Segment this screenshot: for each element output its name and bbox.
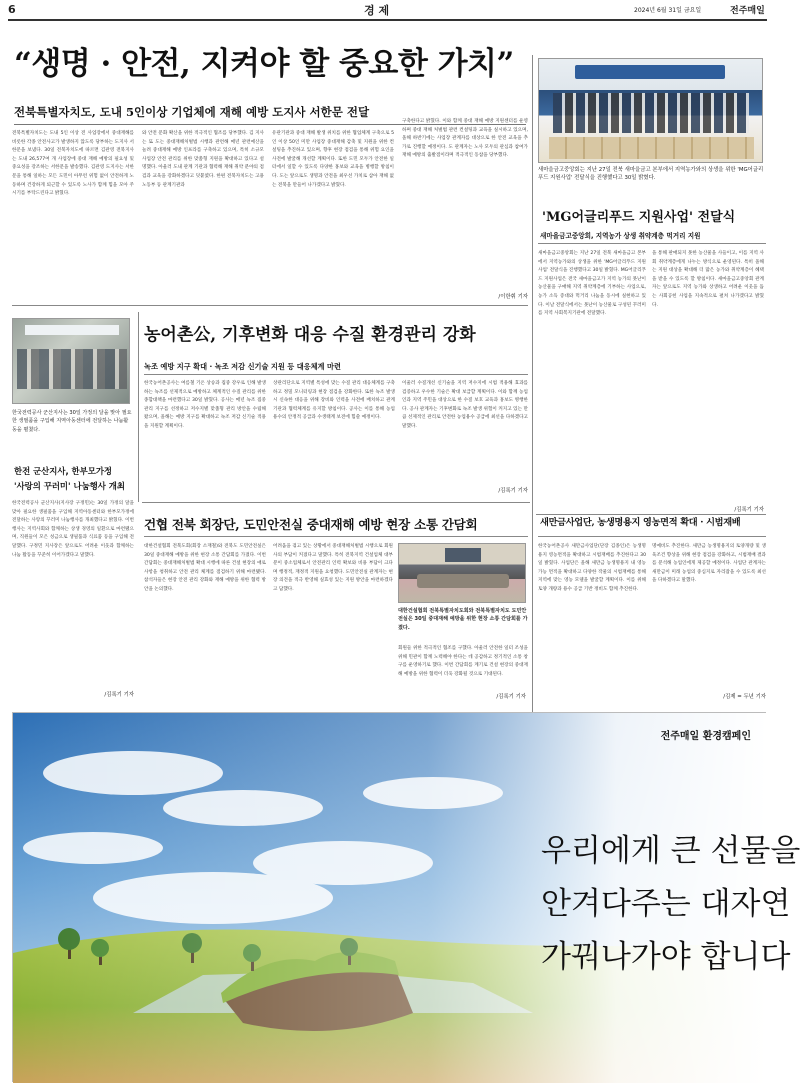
- article1-col3: 유관기관과 중대 재해 발생 위치를 위한 협업체계 구축으로 5인 이상 50인 미만 사업장 중대재해 감축 및 지원을 위한 컨설팅을 추진하고 있으며, 향후 현장 점검을 통해 위험 요인을 사전에 발굴해 개선할 계획이다. 또한 도민 모두가 안전한 일터에서 일할 수 있도록 다양한 홍보와 교육을 병행할 방침이다. 도는 앞으로도 생명과 안전을 최우선 가치로 삼아 재해 없는 전북을 만들어 나가겠다고 밝혔다.: [272, 131, 394, 188]
- mg-col1: 새마을금고중앙회는 지난 27일 전북 새마을금고 본부에서 지역농가와의 상생을 위한 'MG어글리푸드 지원사업' 전달식을 진행했다고 30일 밝혔다. MG어글리푸드 지원사업은 전국 새마을금고가 지역 농가의 못난이 농산물을 구매해 지역 취약계층에 기부하는 사업으로, 농가 소득 증대와 먹거리 나눔을 동시에 실현하고 있다. 이날 전달식에서는 못난이 농산물로 구성된 꾸러미를 지역 사회복지기관에 전달했다.: [538, 251, 646, 317]
- page-number: 6: [8, 3, 16, 16]
- mg-event-photo: [538, 58, 763, 163]
- cak-col3: 회원들 위한 적극적인 협조를 구했다. 아울러 안전한 일터 조성을 위해 민관이 함께 노력해야 한다는 데 공감하고 정기적인 소통 창구를 운영하기로 했다. 이번 간담회를 계기로 건설 현장의 중대재해 예방을 위한 협력이 더욱 강화될 것으로 기대된다.: [398, 646, 528, 677]
- article1-col2: 와 안전 문화 확산을 위한 적극적인 협조를 당부했다. 김 지사는 또 도는 중대재해처벌법 시행과 관련해 매년 관련예산을 늘려 중대재해 예방 인프라를 구축하고 있으며, 특히 소규모 사업장 안전 관리를 위한 맞춤형 지원을 확대하고 있다고 설명했다. 아울러 도내 관계 기관과 협력해 재해 취약 분야의 점검과 교육을 강화하겠다고 덧붙였다. 한편 전북자치도는 고용노동부 등 관계기관과: [142, 131, 264, 188]
- kepco-subtitle2: '사랑의 꾸러미' 나눔행사 개최: [14, 481, 125, 491]
- main-headline: “생명 · 안전, 지켜야 할 중요한 가치”: [14, 46, 514, 82]
- mg-photo-caption: 새마을금고중앙회는 지난 27일 전북 새마을금고 본부에서 지역농가와의 상생을 위한 'MG어글리푸드 지원사업' 전달식을 진행했다고 30일 밝혔다.: [538, 167, 764, 182]
- cak-meeting-photo: [398, 543, 526, 603]
- article1-subhead: 전북특별자치도, 도내 5인이상 기업체에 재해 예방 도지사 서한문 전달: [14, 105, 370, 119]
- cak-headline: 건협 전북 회장단, 도민안전실 중대재해 예방 현장 소통 간담회: [144, 517, 478, 532]
- article1-col4: 구축한다고 밝혔다. 이와 함께 중대 재해 예방 지원센터를 운영하며 중대 재해 처벌법 관련 컨설팅과 교육을 실시하고 있으며, 올해 하반기에는 사업장 관계자를 대상으로 한 안전 교육을 추가로 진행할 예정이다. 도 관계자는 노사 모두의 관심과 참여가 재해 예방의 출발점이라며 적극적인 동참을 당부했다.: [402, 119, 528, 159]
- cak-rule: [144, 536, 528, 537]
- krc-col2: 상관리단으로 지역별 특성에 맞는 수질 관리 대응체계를 구축하고 정밀 모니터링과 현장 점검을 강화한다. 또한 녹조 발생 시 신속한 대응을 위해 장비와 인력을 사전에 배치하고 관계 기관과 협력체계를 유지할 방침이다. 공사는 이를 통해 농업용수의 안정적 공급과 수생태계 보전에 힘쓸 예정이다.: [273, 381, 395, 421]
- krc-subhead: 녹조 예방 지구 확대 · 녹조 저감 신기술 지원 등 대응체계 마련: [144, 362, 341, 371]
- photo-banner: [25, 325, 119, 335]
- campaign-ad: [12, 712, 800, 1082]
- cak-col2: 어려움을 겪고 있는 상황에서 중대재해처벌법 시행으로 회원사의 부담이 커졌다고 말했다. 특히 전북지역 건설업체 대부분이 중소업체로서 안전관리 인력 확보와 비용 부담이 크다며 행정적, 재정적 지원을 요청했다. 도민안전실 관계자는 현장 의견을 적극 반영해 실효성 있는 지원 방안을 마련하겠다고 답했다.: [273, 544, 393, 592]
- mg-headline: 'MG어글리푸드 지원사업' 전달식: [542, 210, 736, 225]
- saemangeum-col2: 명예비도 추진한다. 새만금 농생명용지의 토양개량 및 생육조건 향상을 위해 현장 점검을 강화하고, 시범재배 결과를 분석해 농업인에게 제공할 예정이다. 사업단 관계자는 새만금이 미래 농업의 중심지로 자리잡을 수 있도록 최선을 다하겠다고 말했다.: [652, 544, 766, 584]
- mg-subhead: 새마을금고중앙회, 지역농가 상생 취약계층 먹거리 지원: [540, 232, 701, 240]
- boxes-row: [549, 137, 754, 159]
- kepco-photo-caption: 한국전력공사 군산지사는 30일 가정의 달을 맞아 필요한 생필품을 구입해 지역아동센터에 전달하는 나눔활동을 펼쳤다.: [12, 410, 132, 433]
- cak-col1: 대한건설협회 전북도회(회장 소재철)와 전북도 도민안전실은 30일 중대재해 예방을 위한 현장 소통 간담회를 가졌다. 이번 간담회는 중대재해처벌법 확대 시행에 따른 건설 현장의 애로사항을 청취하고 안전 관리 체계를 점검하기 위해 마련됐다. 참석자들은 현장 안전 관리 강화와 재해 예방을 위한 협력 방안을 논의했다.: [144, 544, 266, 592]
- krc-byline: /김록기 기자: [498, 488, 528, 494]
- masthead-brand: 전주매일: [730, 6, 765, 16]
- krc-col3: 이울러 수질개선 신기술을 지역 저수지에 시범 적용해 효과를 검증하고 우수한 기술은 확대 보급할 계획이다. 이와 함께 농업인과 지역 주민을 대상으로 한 수질 보호 교육과 홍보도 병행한다. 공사 관계자는 기후변화로 녹조 발생 위험이 커지고 있는 만큼 선제적인 관리로 안전한 농업용수 공급에 최선을 다하겠다고 말했다.: [402, 381, 528, 429]
- article1-col1: 전북특별자치도는 도내 5인 이상 전 사업장에서 중대재해를 비롯한 각종 안전사고가 발생하지 않도록 당부하는 도지사 서한문을 보냈다. 30일 전북자치도에 따르면 김관영 전북지사는 도내 26,577여 개 사업장에 중대 재해 예방의 필요성 및 중요성을 강조하는 서한문을 발송했다. 김관영 도지사는 서한문을 통해 일하는 모든 도민이 아무런 위험 없이 안전하게 노동하며 건강하게 퇴근할 수 있도록 노사가 함께 힘을 모아 주시기를 부탁드린다고 밝혔다.: [12, 131, 134, 197]
- krc-col1: 한국농어촌공사는 여름철 기온 상승과 집중 강우로 인해 발생하는 녹조를 선제적으로 예방하고 체계적인 수질 관리를 위한 종합대책을 마련했다고 30일 밝혔다. 공사는 매년 녹조 집중관리 지구를 선정하고 저수지별 맞춤형 관리 방안을 수립해 왔으며, 올해는 예방 지구를 확대하고 녹조 저감 신기술 적용을 지원할 계획이다.: [144, 381, 266, 429]
- mg-rule: [538, 243, 766, 244]
- saemangeum-col1: 한국농어촌공사 새만금사업단(단장 김종인)은 농생명용지 영농면적을 확대하고 시범재배를 추진한다고 30일 밝혔다. 사업단은 올해 새만금 농생명용지 내 영농 가능 면적을 확대하고 다양한 작물의 시범재배를 통해 지역에 맞는 영농 모델을 발굴할 계획이다. 이를 위해 토양 개량과 용수 공급 기반 정비도 함께 추진한다.: [538, 544, 646, 592]
- issue-date: 2024년 6월 31일 금요일: [634, 7, 702, 14]
- campaign-label: 전주매일 환경캠페인: [660, 731, 751, 742]
- saemangeum-headline: 새만금사업단, 농생명용지 영농면적 확대 · 시범재배: [540, 517, 741, 528]
- krc-rule: [144, 374, 528, 375]
- divider-h-article1: [12, 305, 528, 306]
- cak-byline: /김록기 기자: [496, 694, 526, 700]
- campaign-line3: 가꿔나가야 합니다: [541, 939, 791, 975]
- campaign-line1: 우리에게 큰 선물을: [541, 833, 800, 869]
- mg-byline: /김록기 기자: [734, 507, 764, 513]
- photo-people: [17, 349, 127, 389]
- meeting-table: [417, 574, 509, 588]
- divider-vertical-a2: [138, 312, 139, 502]
- section-label: 경 제: [364, 4, 390, 17]
- people-row: [553, 93, 749, 133]
- article1-byline: /이한휘 기자: [498, 294, 528, 300]
- kepco-subtitle: 한전 군산지사, 한부모가정: [14, 466, 113, 476]
- krc-headline: 농어촌公, 기후변화 대응 수질 환경관리 강화: [144, 325, 476, 345]
- saemangeum-rule: [538, 536, 766, 537]
- campaign-line2: 안겨다주는 대자연: [541, 886, 791, 922]
- kepco-byline: /김록기 기자: [104, 692, 134, 698]
- mg-col2: 을 통해 판매되지 못한 농산물을 사들이고, 이를 지역 사회 취약계층에게 나누는 방식으로 운영된다. 특히 올해는 지원 대상을 확대해 더 많은 농가와 취약계층이 혜택을 받을 수 있도록 할 방침이다. 새마을금고중앙회 관계자는 앞으로도 지역 농가와 상생하고 어려운 이웃을 돕는 사회공헌 사업을 지속적으로 펼쳐 나가겠다고 밝혔다.: [652, 251, 764, 308]
- divider-h-article2: [142, 502, 530, 503]
- header-rule: [8, 19, 767, 21]
- meeting-screen: [445, 548, 481, 562]
- kepco-body: 한국전력공사 군산지사(지사장 구정민)는 30일 가정의 달을 맞아 필요한 생필품을 구입해 지역아동센터와 한부모가정에 전달하는 사랑의 꾸러미 나눔행사를 개최했다고 밝혔다. 이번 행사는 지역사회와 함께하는 상생 경영의 일환으로 마련됐으며, 직원들이 모은 성금으로 생필품과 식료품 등을 구입해 전달했다. 구정민 지사장은 앞으로도 어려운 이웃과 함께하는 나눔 활동을 꾸준히 이어가겠다고 말했다.: [12, 501, 134, 558]
- page-header: [0, 0, 775, 20]
- kepco-photo: [12, 318, 130, 404]
- cak-photo-caption: 대한건설협회 전북특별자치도회와 전북특별자치도 도민안전실은 30일 중대재해 예방을 위한 현장 소통 간담회를 가졌다.: [398, 608, 528, 631]
- banner-shape: [575, 65, 725, 79]
- saemangeum-byline: /김제 = 두년 기자: [723, 694, 766, 700]
